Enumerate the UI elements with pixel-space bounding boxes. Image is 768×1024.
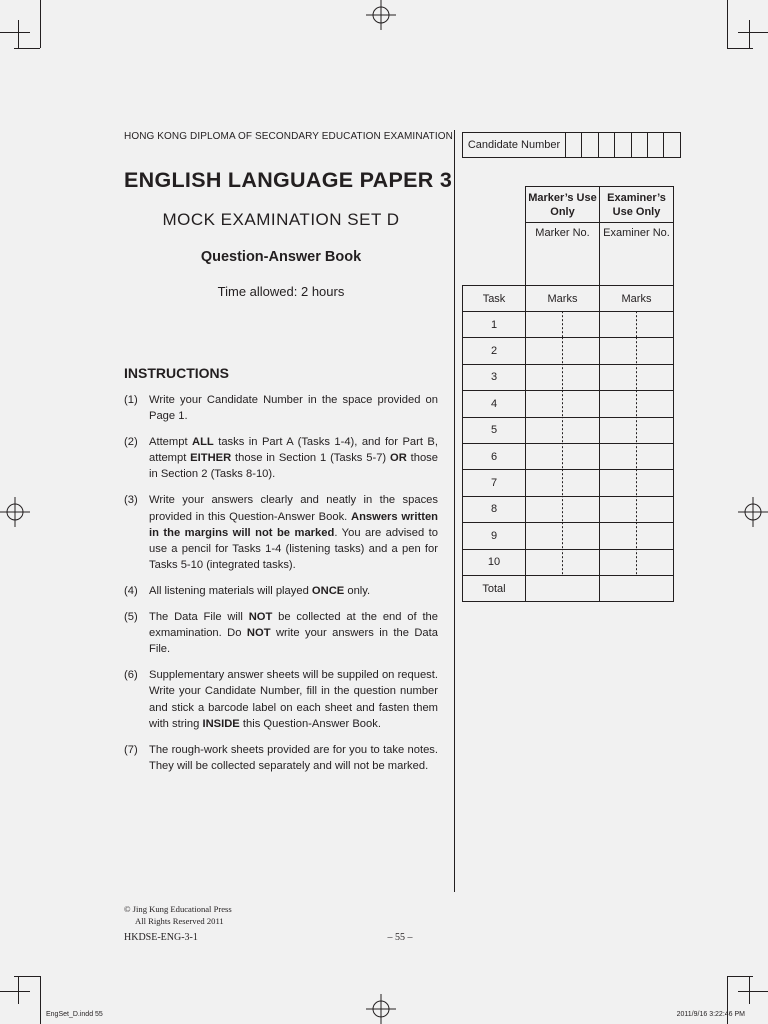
instruction-fragment: be collected at the end of the exmamination. Do: [149, 611, 438, 640]
examiner-marks-cell[interactable]: [600, 443, 674, 469]
slug-timestamp: 2011/9/16 3:22:46 PM: [676, 1011, 745, 1018]
instruction-emphasis: ONCE: [311, 584, 345, 597]
examiner-marks-cell[interactable]: [600, 364, 674, 390]
markers-use-only-header: Marker’s Use Only: [526, 187, 600, 223]
examiners-use-only-header: Examiner’s Use Only: [600, 187, 674, 223]
instruction-text: [149, 667, 438, 731]
instruction-text: [149, 392, 438, 424]
instruction-item: [124, 742, 438, 774]
marker-marks-cell[interactable]: [526, 496, 600, 522]
table-row: [463, 338, 674, 364]
table-row: [463, 496, 674, 522]
table-row: [463, 470, 674, 496]
marker-marks-column-header: Marks: [526, 286, 600, 312]
instruction-item: [124, 434, 438, 482]
table-blank-corner: [463, 187, 526, 286]
marker-marks-cell[interactable]: [526, 391, 600, 417]
instruction-number: (1): [124, 394, 138, 406]
examiner-marks-cell[interactable]: [600, 523, 674, 549]
instruction-text: [149, 609, 438, 657]
candidate-number-box: [462, 132, 681, 158]
page-number: – 55 –: [387, 932, 413, 943]
instruction-item: [124, 583, 438, 599]
task-label: 4: [463, 391, 526, 417]
instruction-fragment: All listening materials will played: [149, 584, 312, 597]
task-label: 2: [463, 338, 526, 364]
marker-marks-cell[interactable]: [526, 364, 600, 390]
table-row: [463, 523, 674, 549]
examiner-marks-cell[interactable]: [600, 470, 674, 496]
examiner-marks-cell[interactable]: [600, 575, 674, 601]
paper-title: ENGLISH LANGUAGE PAPER 3: [124, 168, 453, 192]
instruction-text: [149, 434, 438, 482]
candidate-number-digit[interactable]: [582, 133, 598, 157]
marker-marks-cell[interactable]: [526, 417, 600, 443]
marker-marks-cell[interactable]: [526, 575, 600, 601]
instruction-item: [124, 492, 438, 572]
book-type: Question-Answer Book: [200, 249, 362, 265]
candidate-number-digit[interactable]: [615, 133, 631, 157]
instruction-fragment: tasks in Part A (Tasks 1-4), and for Part B, attempt: [149, 436, 438, 465]
table-row: [463, 417, 674, 443]
examiner-marks-column-header: Marks: [600, 286, 674, 312]
instruction-fragment: . You are advised to use a pencil for Tasks 1-4 (listening tasks) and a pen for Tasks 5-10 (integrated tasks).: [149, 526, 439, 571]
marker-no-field[interactable]: Marker No.: [526, 223, 600, 286]
instruction-number: (2): [124, 436, 138, 449]
instruction-text: [149, 742, 438, 774]
instruction-fragment: this Question-Answer Book.: [239, 717, 381, 730]
instruction-fragment: those in Section 2 (Tasks 8-10).: [149, 452, 439, 481]
task-label: 9: [463, 523, 526, 549]
instruction-text: [149, 492, 438, 572]
instructions-heading: INSTRUCTIONS: [124, 365, 229, 381]
paper-subtitle: MOCK EXAMINATION SET D: [162, 210, 400, 229]
task-label: 1: [463, 312, 526, 338]
candidate-number-digit[interactable]: [664, 133, 679, 157]
instruction-text: [149, 583, 438, 599]
marker-marks-cell[interactable]: [526, 338, 600, 364]
instructions-list: [124, 392, 438, 784]
instruction-emphasis: INSIDE: [202, 717, 240, 730]
registration-mark-left: [0, 497, 30, 527]
registration-mark-top: [366, 0, 396, 30]
column-divider: [454, 130, 455, 892]
instruction-number: (5): [124, 611, 138, 624]
examiner-marks-cell[interactable]: [600, 391, 674, 417]
candidate-number-label: Candidate Number: [463, 133, 566, 157]
task-label: 3: [463, 364, 526, 390]
examiner-marks-cell[interactable]: [600, 496, 674, 522]
candidate-number-digit[interactable]: [566, 133, 582, 157]
slug-filename: EngSet_D.indd 55: [46, 1011, 103, 1018]
marker-marks-cell[interactable]: [526, 312, 600, 338]
table-row: [463, 549, 674, 575]
task-label: 5: [463, 417, 526, 443]
instruction-number: (6): [124, 669, 138, 682]
instruction-number: (7): [124, 743, 138, 756]
candidate-number-digit[interactable]: [648, 133, 664, 157]
instruction-fragment: only.: [344, 584, 371, 597]
copyright-line-1: © Jing Kung Educational Press: [124, 904, 232, 914]
instruction-fragment: write your answers in the Data File.: [149, 627, 438, 656]
paper-code: HKDSE-ENG-3-1: [124, 932, 198, 943]
task-label: 6: [463, 443, 526, 469]
instruction-item: [124, 392, 438, 424]
copyright-line-2: All Rights Reserved 2011: [135, 916, 224, 926]
registration-mark-right: [738, 497, 768, 527]
marks-table: [462, 186, 674, 602]
task-label: 7: [463, 470, 526, 496]
instruction-item: [124, 609, 438, 657]
exam-name: HONG KONG DIPLOMA OF SECONDARY EDUCATION EXAMINATION: [124, 131, 453, 142]
instruction-fragment: Write your answers clearly and neatly in the spaces provided in this Question-Answer Book.: [149, 494, 438, 523]
instruction-fragment: those in Section 1 (Tasks 5-7): [231, 452, 390, 465]
instruction-emphasis: NOT: [248, 611, 273, 624]
time-allowed: Time allowed: 2 hours: [217, 284, 345, 299]
marker-marks-cell[interactable]: [526, 470, 600, 496]
instruction-emphasis: Answers written in the margins will not be marked: [149, 510, 438, 539]
table-row: [463, 575, 674, 601]
registration-mark-bottom: [366, 994, 396, 1024]
instruction-emphasis: OR: [390, 452, 407, 465]
instruction-emphasis: NOT: [246, 627, 271, 640]
table-row: [463, 443, 674, 469]
candidate-number-digit[interactable]: [632, 133, 648, 157]
examiner-no-field[interactable]: Examiner No.: [600, 223, 674, 286]
instruction-fragment: The Data File will: [149, 611, 249, 624]
marker-marks-cell[interactable]: [526, 523, 600, 549]
marker-marks-cell[interactable]: [526, 549, 600, 575]
instruction-emphasis: ALL: [192, 436, 214, 449]
candidate-number-digit[interactable]: [599, 133, 615, 157]
instruction-fragment: Attempt: [149, 436, 193, 449]
examiner-marks-cell[interactable]: [600, 417, 674, 443]
examiner-marks-cell[interactable]: [600, 338, 674, 364]
task-column-header: Task: [463, 286, 526, 312]
instruction-number: (3): [124, 494, 138, 507]
copyright: [124, 903, 232, 927]
instruction-fragment: Write your Candidate Number in the space provided on Page 1.: [149, 394, 438, 423]
table-row: [463, 312, 674, 338]
task-label: 10: [463, 549, 526, 575]
instruction-emphasis: EITHER: [190, 452, 232, 465]
instruction-item: [124, 667, 438, 731]
task-label: 8: [463, 496, 526, 522]
table-row: [463, 391, 674, 417]
task-label: Total: [463, 575, 526, 601]
instruction-fragment: The rough-work sheets provided are for you to take notes. They will be collected separately and will not be marked.: [149, 743, 438, 772]
marker-marks-cell[interactable]: [526, 443, 600, 469]
instruction-number: (4): [124, 584, 138, 597]
examiner-marks-cell[interactable]: [600, 549, 674, 575]
instruction-fragment: Supplementary answer sheets will be suppiled on request. Write your Candidate Number, fill in the question number and stick a barcode label on each sheet and fasten them with string: [149, 669, 438, 730]
table-row: [463, 364, 674, 390]
examiner-marks-cell[interactable]: [600, 312, 674, 338]
